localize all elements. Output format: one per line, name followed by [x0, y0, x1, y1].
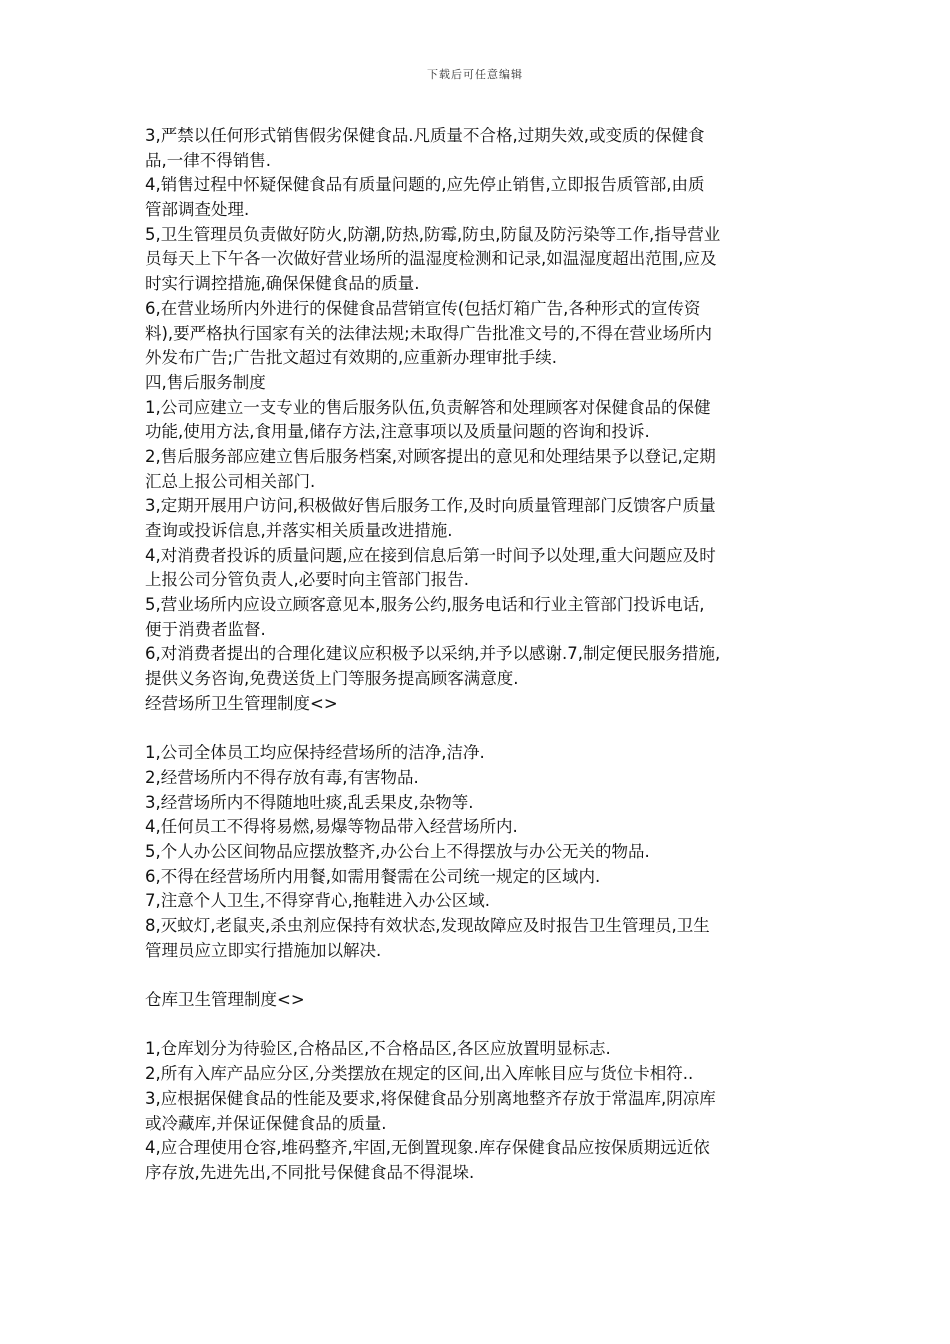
text-line: 1,仓库划分为待验区,合格品区,不合格品区,各区应放置明显标志.	[145, 1039, 611, 1059]
text-line: 4,任何员工不得将易燃,易爆等物品带入经营场所内.	[145, 817, 518, 837]
text-line: 或冷藏库,并保证保健食品的质量.	[145, 1113, 387, 1133]
text-line: 汇总上报公司相关部门.	[145, 471, 316, 491]
text-line: 3,应根据保健食品的性能及要求,将保健食品分别离地整齐存放于常温库,阴凉库	[145, 1088, 716, 1108]
text-line: 6,在营业场所内外进行的保健食品营销宣传(包括灯箱广告,各种形式的宣传资	[145, 298, 701, 318]
text-line: 4,对消费者投诉的质量问题,应在接到信息后第一时间予以处理,重大问题应及时	[145, 545, 716, 565]
text-line: 查询或投诉信息,并落实相关质量改进措施.	[145, 521, 453, 540]
text-line: 仓库卫生管理制度<>	[145, 990, 305, 1010]
text-line: 5,营业场所内应设立顾客意见本,服务公约,服务电话和行业主管部门投诉电话,	[145, 595, 705, 615]
text-line: 5,个人办公区间物品应摆放整齐,办公台上不得摆放与办公无关的物品.	[145, 841, 650, 861]
text-line: 2,所有入库产品应分区,分类摆放在规定的区间,出入库帐目应与货位卡相符..	[145, 1064, 694, 1084]
blank-line	[145, 717, 815, 742]
page-header-note: 下载后可任意编辑	[427, 68, 523, 81]
text-line: 料),要严格执行国家有关的法律法规;未取得广告批准文号的,不得在营业场所内	[145, 323, 712, 343]
text-line: 四,售后服务制度	[145, 372, 266, 392]
text-line: 员每天上下午各一次做好营业场所的温湿度检测和记录,如温湿度超出范围,应及	[145, 249, 717, 269]
text-line: 4,应合理使用仓容,堆码整齐,牢固,无倒置现象.库存保健食品应按保质期远近依	[145, 1138, 710, 1158]
text-line: 7,注意个人卫生,不得穿背心,拖鞋进入办公区域.	[145, 891, 490, 911]
text-line: 5,卫生管理员负责做好防火,防潮,防热,防霉,防虫,防鼠及防污染等工作,指导营业	[145, 224, 721, 244]
text-line: 经营场所卫生管理制度<>	[145, 693, 338, 713]
text-line: 6,不得在经营场所内用餐,如需用餐需在公司统一规定的区域内.	[145, 866, 601, 886]
text-line: 管部调查处理.	[145, 200, 250, 220]
text-line: 3,经营场所内不得随地吐痰,乱丢果皮,杂物等.	[145, 792, 474, 812]
text-line: 6,对消费者提出的合理化建议应积极予以采纳,并予以感谢.7,制定便民服务措施,	[145, 644, 721, 664]
text-line: 2,售后服务部应建立售后服务档案,对顾客提出的意见和处理结果予以登记,定期	[145, 446, 716, 466]
text-line: 8,灭蚊灯,老鼠夹,杀虫剂应保持有效状态,发现故障应及时报告卫生管理员,卫生	[145, 916, 710, 935]
text-line: 功能,使用方法,食用量,储存方法,注意事项以及质量问题的咨询和投诉.	[145, 422, 650, 442]
text-line: 2,经营场所内不得存放有毒,有害物品.	[145, 767, 419, 787]
text-line: 品,一律不得销售.	[145, 150, 271, 170]
text-line: 4,销售过程中怀疑保健食品有质量问题的,应先停止销售,立即报告质管部,由质	[145, 175, 705, 195]
text-line: 上报公司分管负责人,必要时向主管部门报告.	[145, 570, 469, 590]
text-line: 序存放,先进先出,不同批号保健食品不得混垛.	[145, 1162, 475, 1182]
text-line: 1,公司应建立一支专业的售后服务队伍,负责解答和处理顾客对保健食品的保健	[145, 397, 711, 417]
text-line: 便于消费者监督.	[145, 619, 266, 639]
text-line: 时实行调控措施,确保保健食品的质量.	[145, 274, 420, 294]
text-line: 管理员应立即实行措施加以解决.	[145, 940, 382, 960]
document-body	[145, 124, 815, 1186]
text-line: 外发布广告;广告批文超过有效期的,应重新办理审批手续.	[145, 348, 558, 368]
text-line: 提供义务咨询,免费送货上门等服务提高顾客满意度.	[145, 669, 519, 689]
blank-line	[145, 1013, 815, 1038]
text-line: 3,严禁以任何形式销售假劣保健食品.凡质量不合格,过期失效,或变质的保健食	[145, 126, 705, 145]
blank-line	[145, 963, 815, 988]
text-line: 3,定期开展用户访问,积极做好售后服务工作,及时向质量管理部门反馈客户质量	[145, 496, 716, 516]
text-line: 1,公司全体员工均应保持经营场所的洁净,洁净.	[145, 743, 485, 763]
